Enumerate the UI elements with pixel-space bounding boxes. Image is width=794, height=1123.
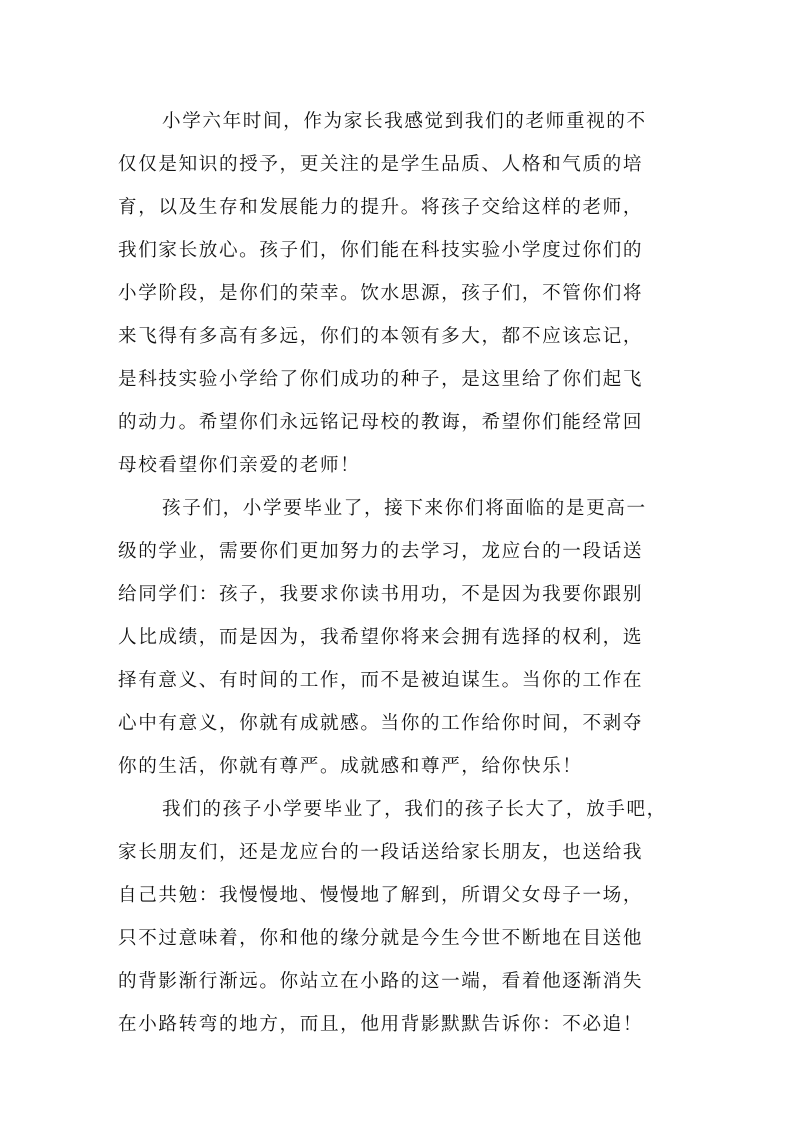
paragraph-1	[118, 100, 678, 487]
paragraph-line: 择有意义、有时间的工作，而不是被迫谋生。当你的工作在	[118, 670, 644, 691]
paragraph-line: 心中有意义，你就有成就感。当你的工作给你时间，不剥夺	[118, 713, 644, 734]
paragraph-line: 来飞得有多高有多远，你们的本领有多大，都不应该忘记，	[118, 326, 644, 347]
paragraph-line: 育，以及生存和发展能力的提升。将孩子交给这样的老师，	[118, 197, 644, 218]
paragraph-line: 的动力。希望你们永远铭记母校的教诲，希望你们能经常回	[118, 412, 644, 433]
paragraph-line: 人比成绩，而是因为，我希望你将来会拥有选择的权利，选	[118, 627, 644, 648]
paragraph-line: 家长朋友们，还是龙应台的一段话送给家长朋友，也送给我	[118, 842, 644, 863]
paragraph-line: 自己共勉：我慢慢地、慢慢地了解到，所谓父女母子一场，	[118, 885, 644, 906]
document-body	[118, 100, 678, 1046]
paragraph-3	[118, 788, 678, 1046]
paragraph-line: 你的生活，你就有尊严。成就感和尊严，给你快乐！	[118, 756, 583, 777]
paragraph-2	[118, 487, 678, 788]
paragraph-line: 小学阶段，是你们的荣幸。饮水思源，孩子们，不管你们将	[118, 283, 644, 304]
paragraph-line: 是科技实验小学给了你们成功的种子，是这里给了你们起飞	[118, 369, 644, 390]
paragraph-line: 母校看望你们亲爱的老师！	[118, 455, 361, 476]
paragraph-line: 在小路转弯的地方，而且，他用背影默默告诉你：不必追！	[118, 1014, 644, 1035]
paragraph-line: 级的学业，需要你们更加努力的去学习，龙应台的一段话送	[118, 541, 644, 562]
paragraph-line: 仅仅是知识的授予，更关注的是学生品质、人格和气质的培	[118, 154, 644, 175]
paragraph-line: 的背影渐行渐远。你站立在小路的这一端，看着他逐渐消失	[118, 971, 644, 992]
paragraph-line: 我们的孩子小学要毕业了，我们的孩子长大了，放手吧，	[162, 799, 667, 820]
paragraph-line: 小学六年时间，作为家长我感觉到我们的老师重视的不	[162, 111, 647, 132]
paragraph-line: 给同学们：孩子，我要求你读书用功，不是因为我要你跟别	[118, 584, 644, 605]
paragraph-line: 我们家长放心。孩子们，你们能在科技实验小学度过你们的	[118, 240, 644, 261]
paragraph-line: 孩子们，小学要毕业了，接下来你们将面临的是更高一	[162, 498, 647, 519]
paragraph-line: 只不过意味着，你和他的缘分就是今生今世不断地在目送他	[118, 928, 644, 949]
